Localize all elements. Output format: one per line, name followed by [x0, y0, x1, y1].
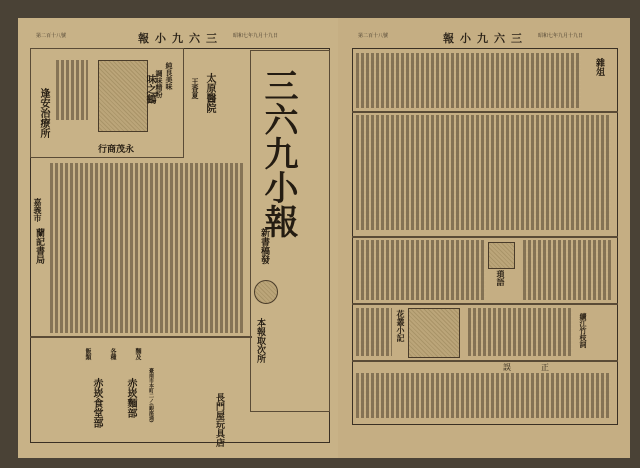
section-talk: 瑣語 [496, 270, 506, 286]
masthead: 三六九小報 [258, 68, 298, 238]
header-title: 三六九小報 [443, 32, 528, 45]
menu-2: 各種 [109, 348, 116, 360]
toy-store: 長門屋玩具店 [214, 393, 224, 447]
article-text [356, 240, 486, 300]
issue-date: 昭和七年九月十九日 [538, 33, 584, 39]
doctor-name: 王香夏 [191, 78, 200, 99]
article-text [356, 308, 392, 356]
issue-number: 第二百十八號 [36, 33, 67, 39]
menu-1: 麵及 [134, 348, 141, 360]
bookstore-name: 蘭記書局 [34, 228, 44, 264]
ad-box-top [30, 48, 184, 158]
clinic-ad: 逢安治療所 [38, 88, 49, 138]
product-name: 味之鶴 [144, 74, 155, 104]
section-flower: 花叢小記 [396, 310, 406, 342]
emblem-image [254, 280, 278, 304]
right-page [338, 18, 630, 458]
article-text [356, 53, 581, 108]
agents-title: 本報取次所 [255, 318, 265, 363]
restaurant: 赤崁食堂部 [91, 378, 102, 428]
menu-3: 飯類 [84, 348, 91, 360]
article-text [356, 373, 611, 418]
article-text [468, 308, 573, 356]
bookstore-city: 嘉義市 [33, 198, 43, 222]
tagline-1: 純良美味 [165, 62, 174, 90]
divider [352, 111, 618, 113]
hospital-name: 太原醫院 [204, 73, 215, 113]
issue-date: 昭和七年九月十九日 [233, 33, 279, 39]
left-page [18, 18, 338, 458]
tagline-2: 調味精粉 [155, 70, 164, 98]
address: 臺南市本町二ノ(銀座通) [148, 368, 154, 423]
divider [352, 236, 618, 238]
section-misc: 雜俎 [594, 58, 604, 76]
article-text [523, 240, 611, 300]
header-title: 三六九小報 [138, 32, 223, 45]
section-corrections: 正誤 [503, 363, 579, 372]
divider [352, 303, 618, 305]
cartoon-image [488, 242, 515, 269]
seller-name: 永茂商行 [98, 145, 135, 155]
new-books-ad: 新書稿發 [259, 228, 269, 264]
illustration-woman [408, 308, 460, 358]
section-poem: 續江竹枝詞 [579, 313, 588, 348]
issue-number: 第二百十八號 [358, 33, 389, 39]
noodle-shop: 赤崁麵部 [125, 378, 136, 418]
article-text [50, 163, 245, 333]
divider [30, 336, 252, 338]
article-text [356, 115, 611, 230]
